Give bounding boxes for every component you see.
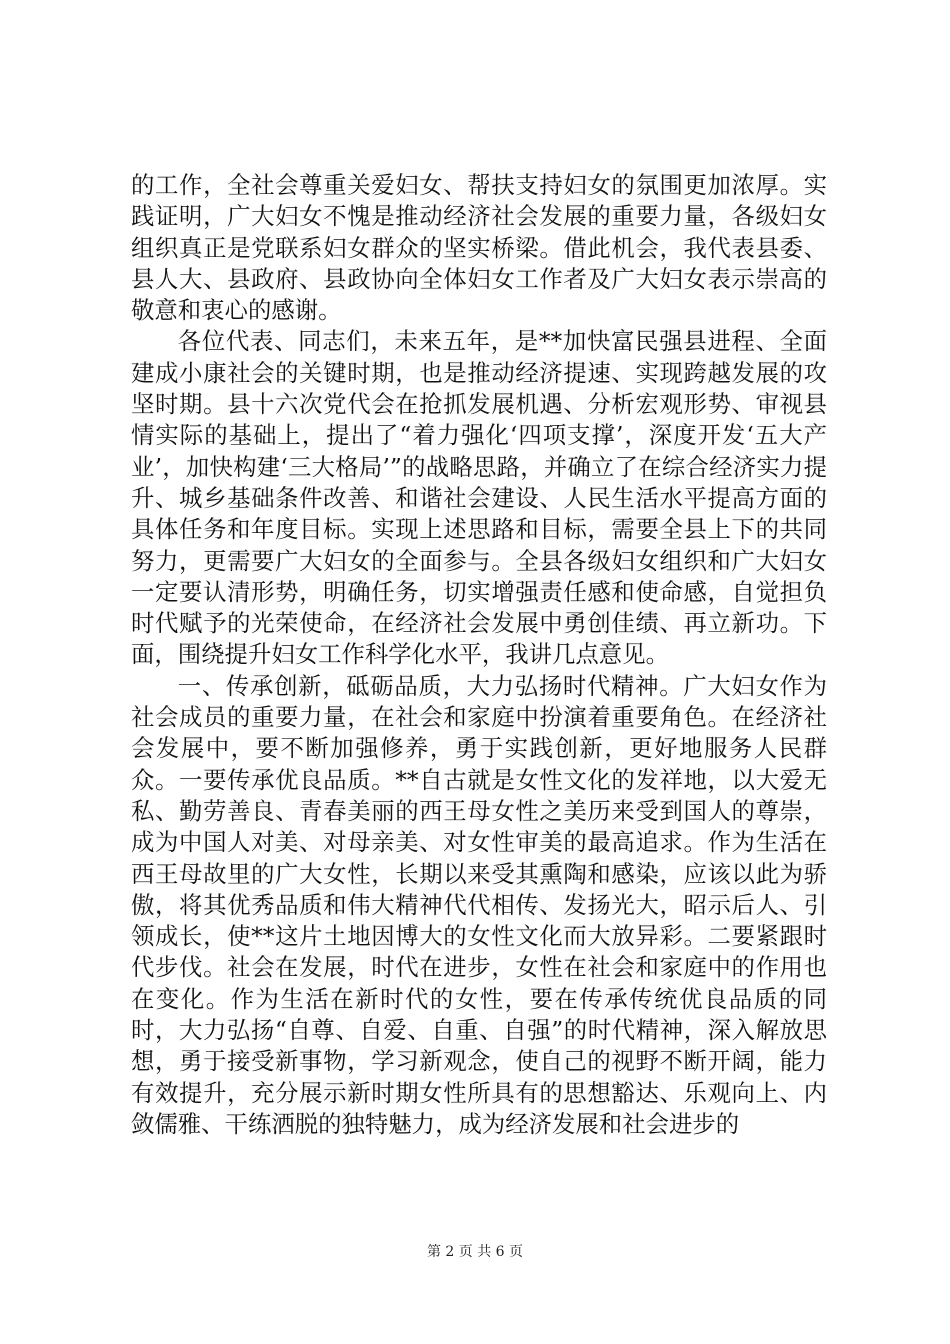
paragraph-continuation: 的工作，全社会尊重关爱妇女、帮扶支持妇女的氛围更加浓厚。实践证明，广大妇女不愧是推动经济社会发展的重要力量，各级妇女组织真正是党联系妇女群众的坚实桥梁。借此机会，我代表县委、县人大、县政府、县政协向全体妇女工作者及广大妇女表示崇高的敬意和衷心的感谢。: [131, 171, 827, 325]
document-body: [131, 170, 827, 1140]
paragraph-future-five-years: 各位代表、同志们，未来五年，是**加快富民强县进程、全面建成小康社会的关键时期，也是推动经济提速、实现跨越发展的攻坚时期。县十六次党代会在抢抓发展机遇、分析宏观形势、审视县情实际的基础上，提出了“着力强化‘四项支撑’，深度开发‘五大产业’，加快构建‘三大格局’”的战略思路，并确立了在综合经济实力提升、城乡基础条件改善、和谐社会建设、人民生活水平提高方面的具体任务和年度目标。实现上述思路和目标，需要全县上下的共同努力，更需要广大妇女的全面参与。全县各级妇女组织和广大妇女一定要认清形势，明确任务，切实增强责任感和使命感，自觉担负时代赋予的光荣使命，在经济社会发展中勇创佳绩、再立新功。下面，围绕提升妇女工作科学化水平，我讲几点意见。: [131, 327, 827, 669]
page-footer: 第 2 页 共 6 页: [426, 1244, 524, 1260]
paragraph-section-one: 一、传承创新，砥砺品质，大力弘扬时代精神。广大妇女作为社会成员的重要力量，在社会和家庭中扮演着重要角色。在经济社会发展中，要不断加强修养，勇于实践创新，更好地服务人民群众。一要传承优良品质。**自古就是女性文化的发祥地，以大爱无私、勤劳善良、青春美丽的西王母女性之美历来受到国人的尊崇，成为中国人对美、对母亲美、对女性审美的最高追求。作为生活在西王母故里的广大女性，长期以来受其熏陶和感染，应该以此为骄傲，将其优秀品质和伟大精神代代相传、发扬光大，昭示后人、引领成长，使**这片土地因博大的女性文化而大放异彩。二要紧跟时代步伐。社会在发展，时代在进步，女性在社会和家庭中的作用也在变化。作为生活在新时代的女性，要在传承传统优良品质的同时，大力弘扬“自尊、自爱、自重、自强”的时代精神，深入解放思想，勇于接受新事物，学习新观念，使自己的视野不断开阔，能力有效提升，充分展示新时期女性所具有的思想豁达、乐观向上、内敛儒雅、干练洒脱的独特魅力，成为经济发展和社会进步的: [131, 671, 827, 1138]
